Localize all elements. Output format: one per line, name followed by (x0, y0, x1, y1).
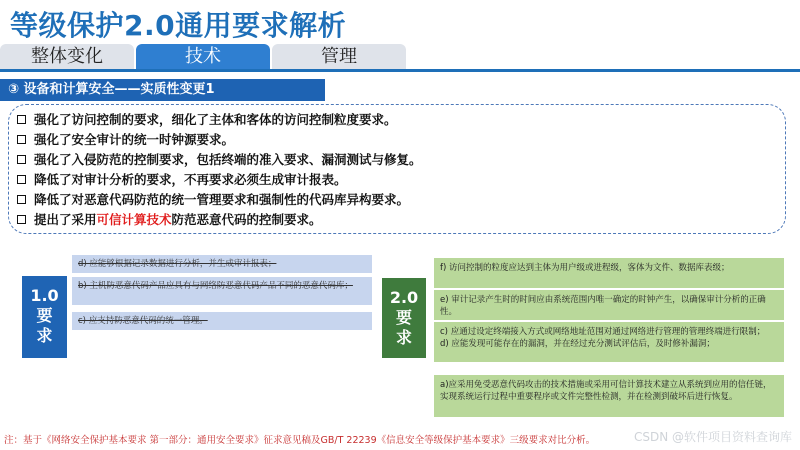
change-summary-box (8, 104, 786, 234)
version-char: 求 (395, 328, 412, 347)
new-requirement: e) 审计记录产生时的时间应由系统范围内唯一确定的时钟产生，以确保审计分析的正确性。 (434, 290, 784, 320)
bullet-item (17, 169, 777, 189)
bullet-text: 降低了对恶意代码防范的统一管理要求和强制性的代码库异构要求。 (34, 192, 410, 207)
bullet-text: 强化了访问控制的要求，细化了主体和客体的访问控制粒度要求。 (34, 112, 397, 127)
highlight-text: 可信计算技术 (96, 212, 172, 227)
bullet-text: 降低了对审计分析的要求，不再要求必须生成审计报表。 (34, 172, 347, 187)
old-requirement: c) 应支持防恶意代码的统一管理。 (72, 312, 372, 330)
version-number: 2.0 (389, 288, 419, 307)
bullet-text-tail: 防范恶意代码的控制要求。 (171, 212, 322, 227)
checkbox-icon (17, 135, 26, 144)
tab-overall-changes[interactable]: 整体变化 (0, 44, 134, 69)
version-number: 1.0 (30, 286, 59, 305)
bullet-item (17, 189, 777, 209)
tab-bar (0, 44, 800, 72)
version-char: 求 (36, 326, 53, 345)
version-char: 要 (395, 308, 412, 327)
bullet-text: 强化了入侵防范的控制要求，包括终端的准入要求、漏洞测试与修复。 (34, 152, 422, 167)
checkbox-icon (17, 175, 26, 184)
old-requirement: d) 应能够根据记录数据进行分析，并生成审计报表； (72, 255, 372, 273)
footnote: 注：基于《网络安全保护基本要求 第一部分：通用安全要求》征求意见稿及GB/T 22239《信息安全等级保护基本要求》三级要求对比分析。 (4, 435, 596, 446)
version-2-0-label (382, 278, 426, 358)
watermark: CSDN @软件项目资料查询库 (633, 430, 792, 444)
new-requirement: c) 应通过设定终端接入方式或网络地址范围对通过网络进行管理的管理终端进行限制； d) 应能发现可能存在的漏洞，并在经过充分测试评估后，及时修补漏洞； (434, 322, 784, 362)
tab-technology[interactable]: 技术 (136, 44, 270, 69)
version-1-0-label (22, 276, 67, 358)
page-title: 等级保护2.0通用要求解析 (10, 9, 347, 42)
new-requirement: a)应采用免受恶意代码攻击的技术措施或采用可信计算技术建立从系统到应用的信任链，实现系统运行过程中重要程序或文件完整性检测，并在检测到破坏后进行恢复。 (434, 375, 784, 417)
bullet-item (17, 149, 777, 169)
bullet-text: 强化了安全审计的统一时钟源要求。 (34, 132, 235, 147)
section-heading: ③ 设备和计算安全——实质性变更1 (0, 79, 325, 101)
checkbox-icon (17, 195, 26, 204)
tab-management[interactable]: 管理 (272, 44, 406, 69)
checkbox-icon (17, 115, 26, 124)
new-requirement: f) 访问控制的粒度应达到主体为用户级或进程级，客体为文件、数据库表级； (434, 258, 784, 288)
version-char: 要 (36, 306, 53, 325)
checkbox-icon (17, 155, 26, 164)
bullet-item (17, 109, 777, 129)
old-requirement: b) 主机防恶意代码产品应具有与网络防恶意代码产品不同的恶意代码库； (72, 277, 372, 305)
bullet-item (17, 209, 777, 229)
bullet-item (17, 129, 777, 149)
bullet-text: 提出了采用 (34, 212, 97, 227)
checkbox-icon (17, 215, 26, 224)
